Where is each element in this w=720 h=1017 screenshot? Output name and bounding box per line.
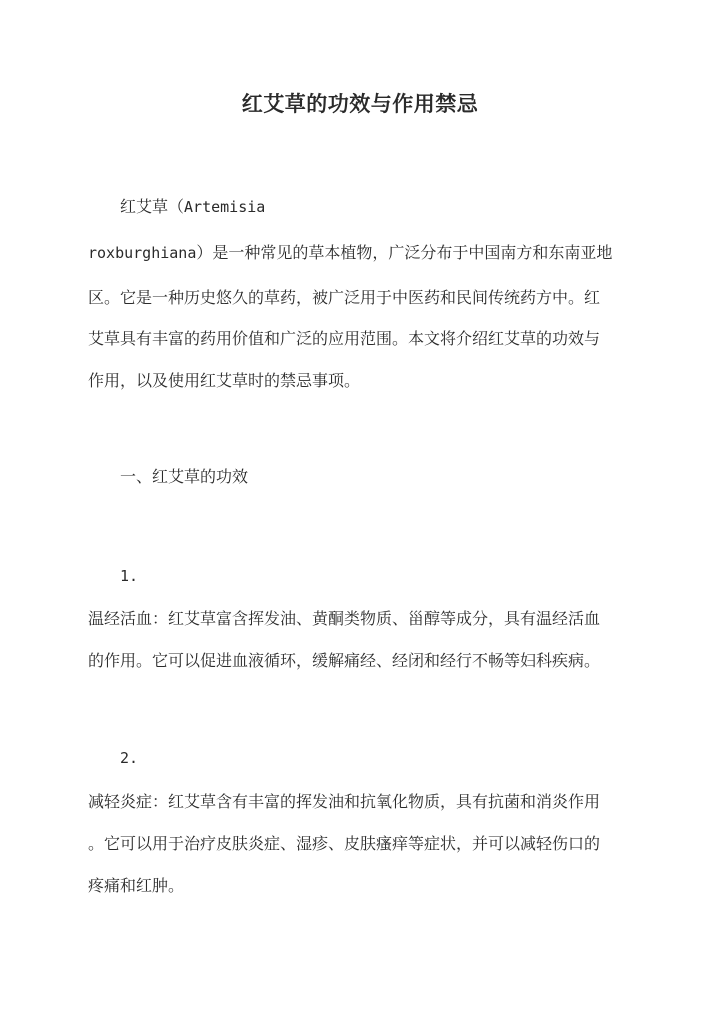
item-2-line-1: 减轻炎症：红艾草含有丰富的挥发油和抗氧化物质，具有抗菌和消炎作用: [88, 792, 601, 811]
item-2-number: 2.: [120, 749, 139, 767]
document-title: 红艾草的功效与作用禁忌: [241, 91, 479, 116]
intro-line-2-latin: roxburghiana: [88, 244, 197, 262]
item-1-line-2: 的作用。它可以促进血液循环，缓解痛经、经闭和经行不畅等妇科疾病。: [88, 651, 601, 670]
intro-line-2: [88, 242, 648, 264]
item-2-line-2: 。它可以用于治疗皮肤炎症、湿疹、皮肤瘙痒等症状，并可以减轻伤口的: [88, 834, 601, 853]
item-1-number: 1.: [120, 567, 139, 585]
section-heading-effects: 一、红艾草的功效: [120, 467, 249, 486]
intro-line-1: [120, 196, 640, 218]
intro-line-1-latin: Artemisia: [184, 198, 266, 216]
intro-line-2-cn: ）是一种常见的草本植物，广泛分布于中国南方和东南亚地: [196, 243, 613, 262]
intro-line-3: 区。它是一种历史悠久的草药，被广泛用于中医药和民间传统药方中。红: [88, 288, 601, 307]
intro-line-4: 艾草具有丰富的药用价值和广泛的应用范围。本文将介绍红艾草的功效与: [88, 329, 601, 348]
intro-line-5: 作用，以及使用红艾草时的禁忌事项。: [88, 371, 361, 390]
item-2-line-3: 疼痛和红肿。: [88, 876, 185, 895]
item-1-line-1: 温经活血：红艾草富含挥发油、黄酮类物质、甾醇等成分，具有温经活血: [88, 609, 601, 628]
intro-line-1-cn: 红艾草（: [120, 197, 185, 216]
